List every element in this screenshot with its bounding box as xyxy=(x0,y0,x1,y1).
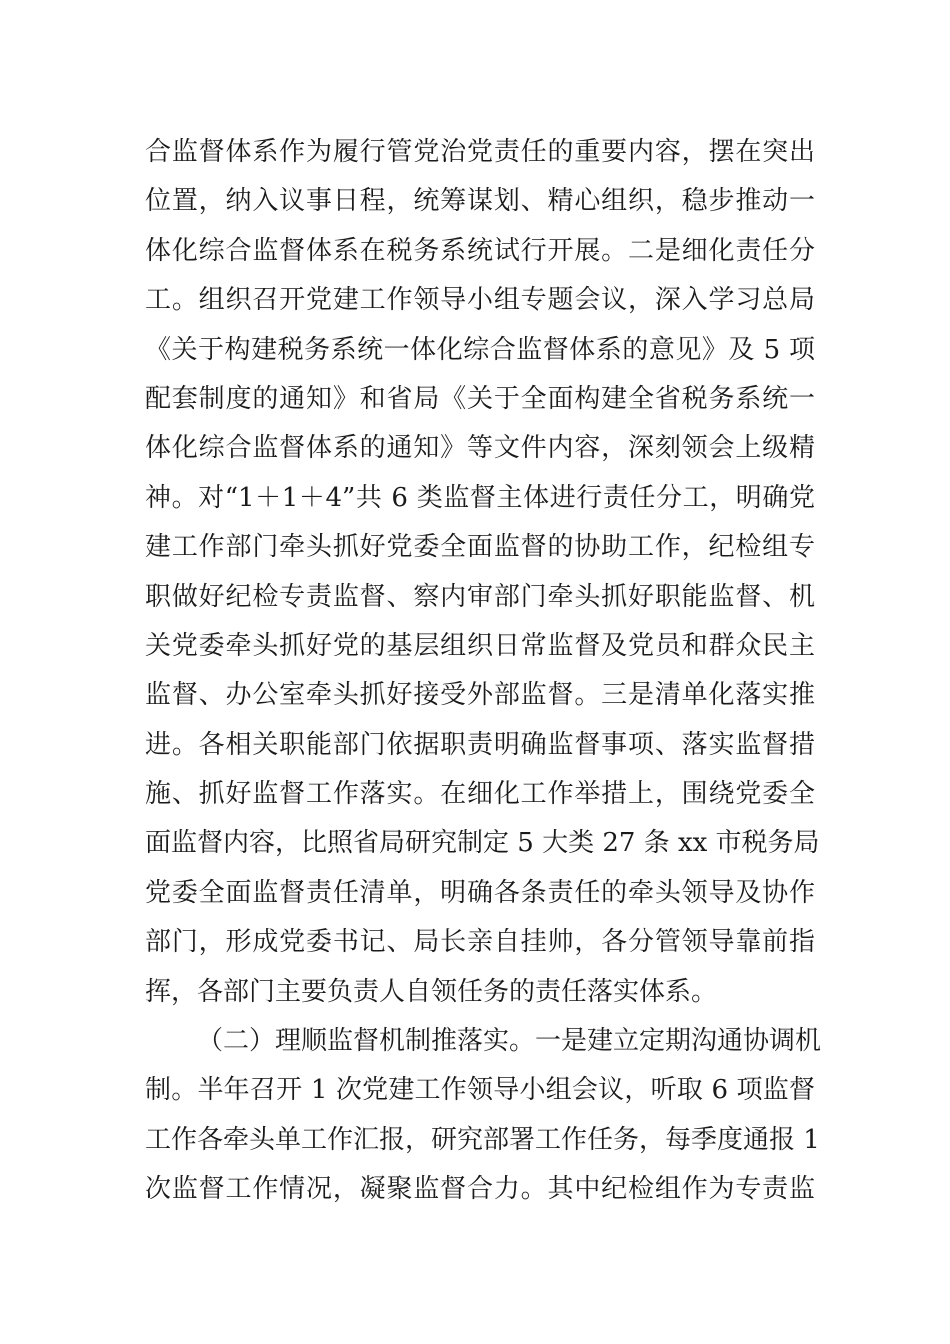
text-line: 职做好纪检专责监督、察内审部门牵头抓好职能监督、机 xyxy=(145,581,815,612)
text-line: 工。组织召开党建工作领导小组专题会议，深入学习总局 xyxy=(145,285,815,316)
text-line: 体化综合监督体系在税务系统试行开展。二是细化责任分 xyxy=(145,235,815,266)
text-line: 进。各相关职能部门依据职责明确监督事项、落实监督措 xyxy=(145,729,815,760)
text-line: 次监督工作情况，凝聚监督合力。其中纪检组作为专责监 xyxy=(145,1174,815,1205)
text-line: 体化综合监督体系的通知》等文件内容，深刻领会上级精 xyxy=(145,433,815,464)
text-line: 位置，纳入议事日程，统筹谋划、精心组织，稳步推动一 xyxy=(145,186,815,217)
text-line: 《关于构建税务系统一体化综合监督体系的意见》及 5 项 xyxy=(145,334,815,365)
text-line: 施、抓好监督工作落实。在细化工作举措上，围绕党委全 xyxy=(145,779,815,810)
text-line: 监督、办公室牵头抓好接受外部监督。三是清单化落实推 xyxy=(145,680,815,711)
text-line: 工作各牵头单工作汇报，研究部署工作任务，每季度通报 1 xyxy=(145,1124,820,1155)
text-line: 神。对“1＋1＋4”共 6 类监督主体进行责任分工，明确党 xyxy=(145,482,815,513)
section-heading-line: （二）理顺监督机制推落实。一是建立定期沟通协调机 xyxy=(197,1026,822,1057)
text-line: 制。半年召开 1 次党建工作领导小组会议，听取 6 项监督 xyxy=(145,1075,815,1106)
text-line: 面监督内容，比照省局研究制定 5 大类 27 条 xx 市税务局 xyxy=(145,828,820,859)
body-text xyxy=(145,128,822,1215)
text-line: 部门，形成党委书记、局长亲自挂帅，各分管领导靠前指 xyxy=(145,927,815,958)
text-line: 关党委牵头抓好党的基层组织日常监督及党员和群众民主 xyxy=(145,630,815,661)
text-line: 合监督体系作为履行管党治党责任的重要内容，摆在突出 xyxy=(145,137,815,167)
text-line: 建工作部门牵头抓好党委全面监督的协助工作，纪检组专 xyxy=(145,532,815,563)
paragraph-end-line: 挥，各部门主要负责人自领任务的责任落实体系。 xyxy=(145,976,718,1007)
text-line: 党委全面监督责任清单，明确各条责任的牵头领导及协作 xyxy=(145,877,815,908)
text-line: 配套制度的通知》和省局《关于全面构建全省税务系统一 xyxy=(145,383,815,414)
